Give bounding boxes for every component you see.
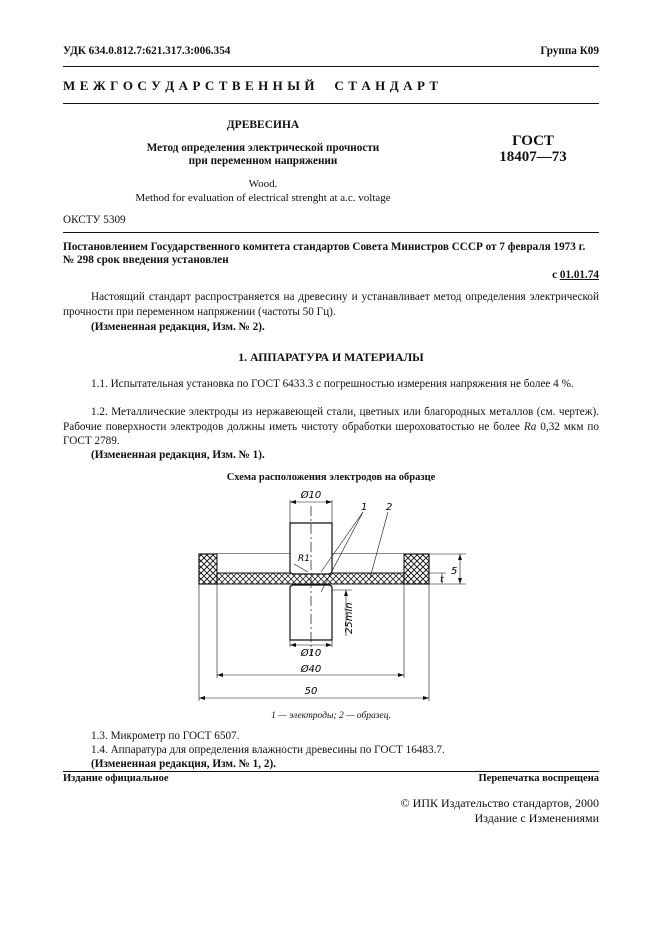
figure-caption: 1 — электроды; 2 — образец.: [271, 711, 391, 721]
copyright-block: [401, 796, 599, 826]
gost-number: 18407—73: [499, 149, 567, 165]
effective-date-prefix: с: [552, 269, 560, 281]
udk-code: УДК 634.0.812.7:621.317.3:006.354: [63, 45, 231, 57]
reprint-prohibited-label: Перепечатка воспрещена: [478, 773, 599, 784]
callout-2-label: 2: [386, 502, 393, 513]
electrode-diagram: [180, 486, 480, 704]
clause-1-2-text-a: 1.2. Металлические электроды из нержавеющей стали, цветных или благородных металлов (см. чертеж). Рабочие поверхности электродов должны иметь чистоту обработки шероховатостью не более: [63, 406, 599, 433]
phi10-bottom-label: Ø10: [300, 648, 322, 659]
official-edition-label: Издание официальное: [63, 773, 169, 784]
r1-label: R1: [298, 554, 310, 564]
header-rule-top: [63, 66, 599, 67]
lower-electrode: [290, 585, 332, 640]
dimension-5-label: 5: [451, 566, 458, 577]
english-title-line-2: Method for evaluation of electrical strenght at a.c. voltage: [135, 191, 391, 204]
figure-title: Схема расположения электродов на образце: [226, 472, 436, 483]
dimension-t-label: t: [440, 575, 444, 585]
phi40-label: Ø40: [300, 664, 322, 675]
english-title-line-1: Wood.: [248, 178, 278, 190]
group-code: Группа К09: [540, 45, 599, 57]
gost-designation: [478, 133, 588, 165]
clause-1-3: 1.3. Микрометр по ГОСТ 6507.: [91, 730, 240, 742]
footer-rule: [63, 771, 599, 772]
subtitle-line-1: Метод определения электрической прочности: [146, 142, 380, 154]
edition-line: Издание с Изменениями: [474, 811, 599, 825]
header-rule-bottom: [63, 103, 599, 104]
phi10-top-label: Ø10: [300, 490, 322, 501]
clause-1-4-amendment: (Измененная редакция, Изм. № 1, 2).: [91, 758, 276, 770]
clause-1-4: 1.4. Аппаратура для определения влажности древесины по ГОСТ 16483.7.: [91, 744, 445, 756]
clause-1-2: [63, 405, 599, 449]
document-title: ДРЕВЕСИНА: [226, 119, 300, 131]
callout-1-label: 1: [361, 502, 368, 513]
decree-text: Постановлением Государственного комитета стандартов Совета Министров СССР от 7 февраля 1973 г. № 298 срок введения установлен: [63, 241, 586, 266]
dimension-25min-label: 25min: [344, 602, 355, 634]
intro-amendment: (Измененная редакция, Изм. № 2).: [91, 321, 265, 333]
clause-1-2-ra: Ra: [523, 420, 537, 433]
effective-date-value: 01.01.74: [559, 269, 599, 281]
subtitle-line-2: при переменном напряжении: [188, 155, 338, 167]
document-subtitle: [63, 142, 463, 168]
clause-1-2-amendment: (Измененная редакция, Изм. № 1).: [91, 449, 265, 461]
clause-1-2-text-b: 0,32 мкм по ГОСТ 2789.: [63, 420, 599, 447]
english-title: [63, 178, 463, 205]
intro-paragraph: Настоящий стандарт распространяется на древесину и устанавливает метод определения электрической прочности при переменном напряжении (частоты 50 Гц).: [63, 291, 599, 318]
interstate-standard-banner: М Е Ж Г О С У Д А Р С Т В Е Н Н Ы Й С Т А Н Д А Р Т: [63, 78, 439, 93]
length-50-label: 50: [304, 686, 318, 697]
okstu-rule: [63, 232, 599, 233]
thickness-dimensions: [429, 554, 466, 584]
copyright-line: © ИПК Издательство стандартов, 2000: [400, 796, 599, 810]
clause-1-1: 1.1. Испытательная установка по ГОСТ 6433.3 с погрешностью измерения напряжения не более 4 %.: [91, 378, 574, 390]
section-1-heading: 1. АППАРАТУРА И МАТЕРИАЛЫ: [238, 350, 424, 364]
gost-label: ГОСТ: [512, 133, 554, 149]
effective-date: [552, 268, 599, 283]
okstu-code: ОКСТУ 5309: [63, 214, 126, 226]
